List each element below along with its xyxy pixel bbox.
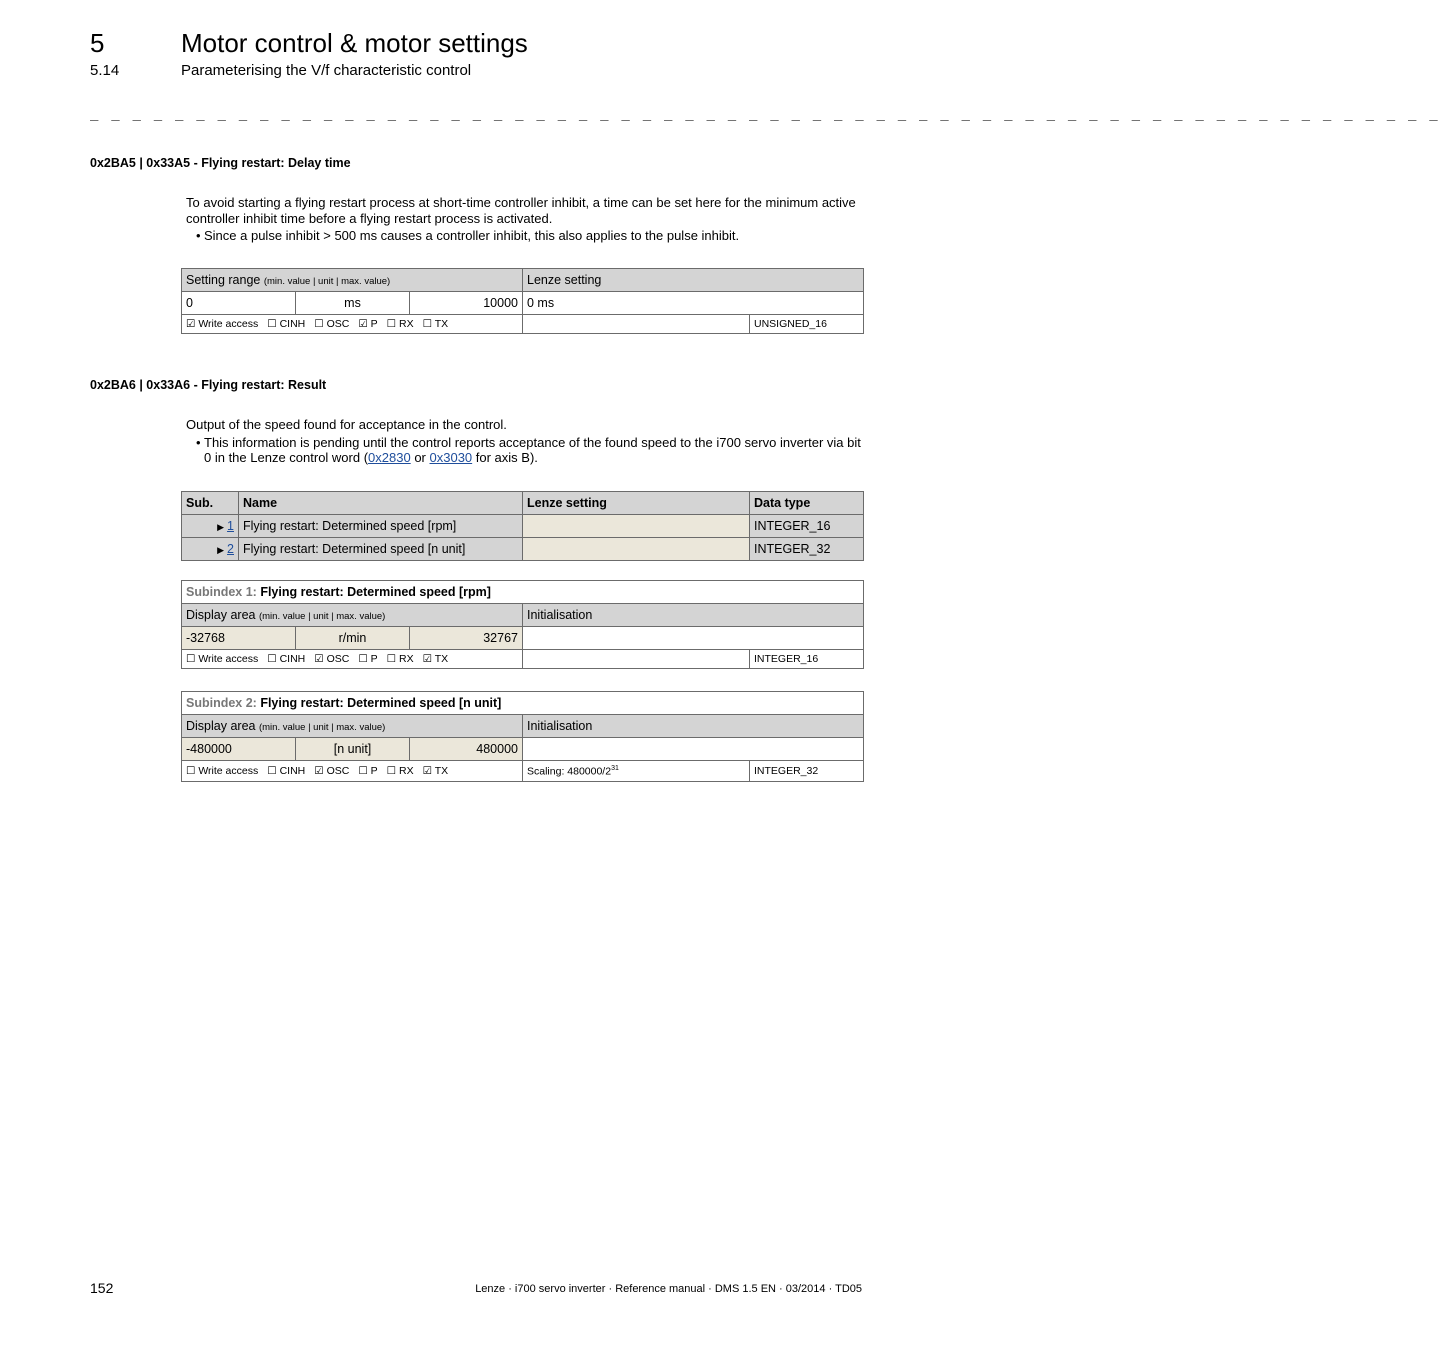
link-0x2830[interactable]: 0x2830	[368, 450, 411, 465]
datatype: UNSIGNED_16	[750, 315, 864, 334]
col-lenze: Lenze setting	[523, 492, 750, 515]
chapter-number: 5	[90, 28, 105, 58]
range-min: 0	[182, 292, 296, 315]
triangle-right-icon: ▶	[217, 522, 225, 532]
name-cell: Flying restart: Determined speed [n unit]	[239, 538, 523, 561]
empty-cell	[523, 650, 750, 669]
area-min: -480000	[182, 738, 296, 761]
sub-link-2[interactable]: 2	[227, 542, 234, 556]
subindex1-table	[181, 580, 864, 669]
display-area-header: Display area (min. value | unit | max. value)	[182, 604, 523, 627]
area-unit: [n unit]	[296, 738, 410, 761]
table-row	[182, 515, 864, 538]
access-flags: ☐ Write access ☐ CINH ☑ OSC ☐ P ☐ RX ☑ TX	[182, 650, 523, 669]
subindex2-table	[181, 691, 864, 782]
datatype: INTEGER_16	[750, 650, 864, 669]
initialisation-header: Initialisation	[523, 604, 864, 627]
link-0x3030[interactable]: 0x3030	[429, 450, 473, 465]
param2-description: Output of the speed found for acceptance in the control.	[186, 417, 507, 432]
setting-range-header: Setting range (min. value | unit | max. value)	[182, 269, 523, 292]
access-flags: ☑ Write access ☐ CINH ☐ OSC ☑ P ☐ RX ☐ TX	[182, 315, 523, 334]
subindex2-title: Subindex 2: Flying restart: Determined speed [n unit]	[182, 692, 864, 715]
initialisation-value	[523, 738, 864, 761]
footer-text: Lenze · i700 servo inverter · Reference manual · DMS 1.5 EN · 03/2014 · TD05	[475, 1283, 862, 1295]
param2-body	[186, 417, 862, 466]
lenze-cell	[523, 538, 750, 561]
empty-cell	[523, 315, 750, 334]
lenze-setting-value: 0 ms	[523, 292, 864, 315]
page-number: 152	[90, 1280, 114, 1296]
initialisation-value	[523, 627, 864, 650]
param1-description: To avoid starting a flying restart process at short-time controller inhibit, a time can be set here for the minimum active controller inhibit time before a flying restart process is activated.	[186, 195, 856, 226]
area-max: 480000	[410, 738, 523, 761]
param1-table	[181, 268, 864, 334]
sub-cell	[182, 538, 239, 561]
sub-link-1[interactable]: 1	[227, 519, 234, 533]
display-area-header: Display area (min. value | unit | max. value)	[182, 715, 523, 738]
range-unit: ms	[296, 292, 410, 315]
name-cell: Flying restart: Determined speed [rpm]	[239, 515, 523, 538]
area-unit: r/min	[296, 627, 410, 650]
subindex-overview-table	[181, 491, 864, 561]
col-name: Name	[239, 492, 523, 515]
area-min: -32768	[182, 627, 296, 650]
type-cell: INTEGER_32	[750, 538, 864, 561]
section-number: 5.14	[90, 62, 120, 79]
param1-heading: 0x2BA5 | 0x33A5 - Flying restart: Delay time	[90, 156, 351, 170]
chapter-title: Motor control & motor settings	[181, 28, 528, 58]
lenze-cell	[523, 515, 750, 538]
param1-body	[186, 195, 862, 244]
range-max: 10000	[410, 292, 523, 315]
area-max: 32767	[410, 627, 523, 650]
lenze-setting-header: Lenze setting	[523, 269, 864, 292]
param1-bullet: • Since a pulse inhibit > 500 ms causes a controller inhibit, this also applies to the pulse inhibit.	[186, 228, 862, 244]
table-row	[182, 538, 864, 561]
initialisation-header: Initialisation	[523, 715, 864, 738]
col-sub: Sub.	[182, 492, 239, 515]
access-flags: ☐ Write access ☐ CINH ☑ OSC ☐ P ☐ RX ☑ TX	[182, 761, 523, 782]
col-type: Data type	[750, 492, 864, 515]
section-title: Parameterising the V/f characteristic control	[181, 62, 472, 79]
datatype: INTEGER_32	[750, 761, 864, 782]
type-cell: INTEGER_16	[750, 515, 864, 538]
scaling: Scaling: $480000/2^{31}$	[523, 761, 750, 782]
subindex1-title: Subindex 1: Flying restart: Determined speed [rpm]	[182, 581, 864, 604]
header-divider: _ _ _ _ _ _ _ _ _ _ _ _ _ _ _ _ _ _ _ _ _ _ _ _ _ _ _ _ _ _ _ _ _ _ _ _ _ _ _ _ _ _ _ _ _ _ _ _ _ _ _ _ _ _ _ _ _ _ _ _ _ _ _ _	[90, 105, 1440, 121]
param2-heading: 0x2BA6 | 0x33A6 - Flying restart: Result	[90, 378, 327, 392]
param2-bullet: • This information is pending until the control reports acceptance of the found speed to the i700 servo inverter via bit 0 in the Lenze control word (0x2830 or 0x3030 for axis B).	[186, 435, 862, 466]
sub-cell	[182, 515, 239, 538]
triangle-right-icon: ▶	[217, 545, 225, 555]
